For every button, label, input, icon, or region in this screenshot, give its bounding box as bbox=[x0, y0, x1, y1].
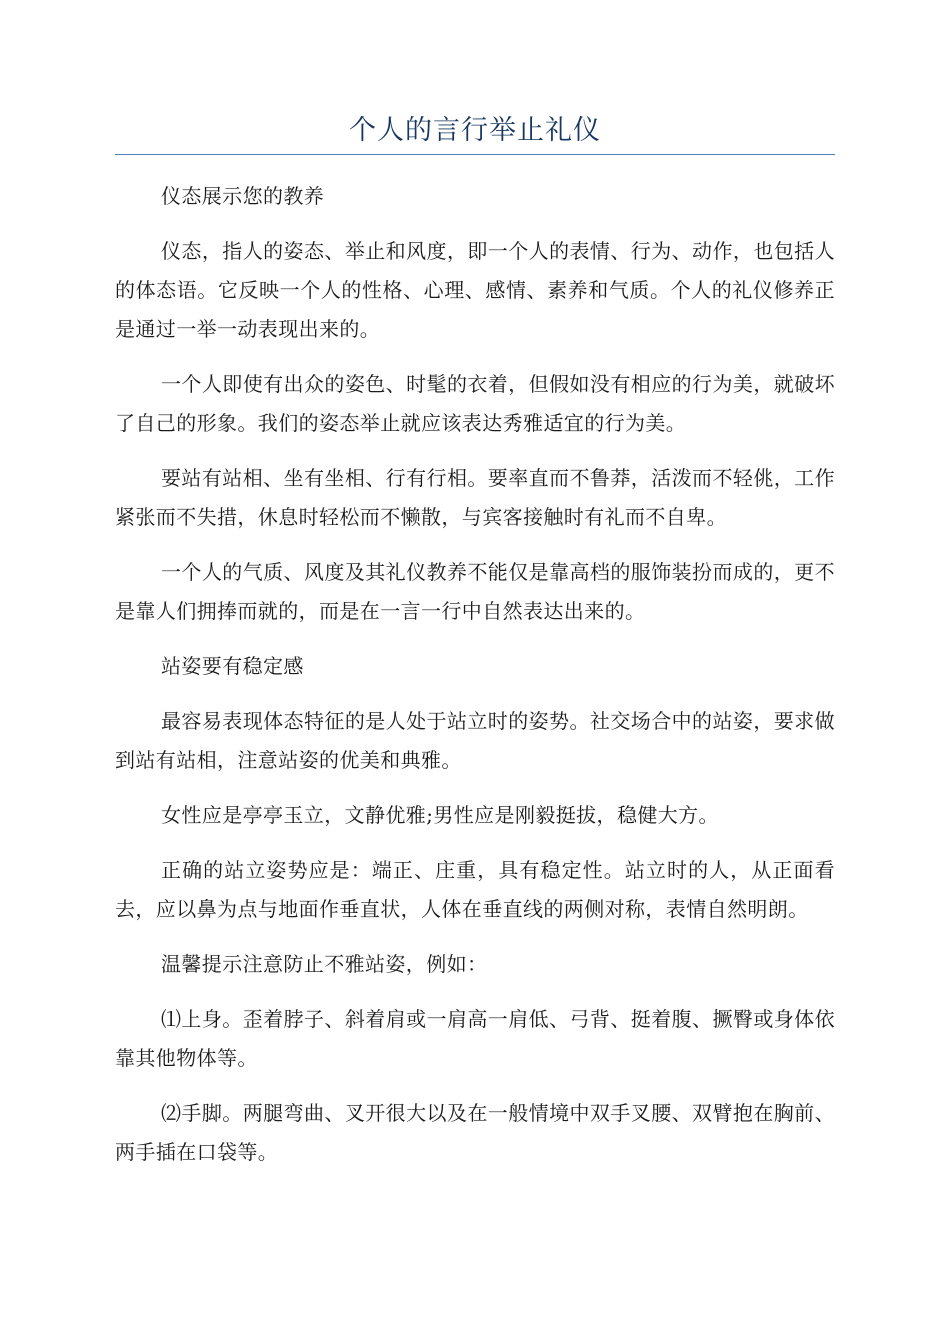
paragraph: 仪态，指人的姿态、举止和风度，即一个人的表情、行为、动作，也包括人的体态语。它反映一个人的性格、心理、感情、素养和气质。个人的礼仪修养正是通过一举一动表现出来的。 bbox=[115, 239, 835, 341]
paragraph: 正确的站立姿势应是：端正、庄重，具有稳定性。站立时的人，从正面看去，应以鼻为点与地面作垂直状，人体在垂直线的两侧对称，表情自然明朗。 bbox=[115, 858, 835, 921]
paragraph: 一个人的气质、风度及其礼仪教养不能仅是靠高档的服饰装扮而成的，更不是靠人们拥捧而就的，而是在一言一行中自然表达出来的。 bbox=[115, 560, 835, 623]
tip-heading: 温馨提示注意防止不雅站姿，例如： bbox=[161, 952, 488, 976]
paragraph: 女性应是亭亭玉立，文静优雅;男性应是刚毅挺拔，稳健大方。 bbox=[161, 803, 719, 827]
paragraph: 一个人即使有出众的姿色、时髦的衣着，但假如没有相应的行为美，就破坏了自己的形象。我们的姿态举止就应该表达秀雅适宜的行为美。 bbox=[115, 372, 835, 435]
section-heading-standing: 站姿要有稳定感 bbox=[161, 654, 304, 678]
list-item-upper-body: ⑴上身。歪着脖子、斜着肩或一肩高一肩低、弓背、挺着腹、撅臀或身体依靠其他物体等。 bbox=[115, 1007, 835, 1070]
paragraph: 要站有站相、坐有坐相、行有行相。要率直而不鲁莽，活泼而不轻佻，工作紧张而不失措，休息时轻松而不懒散，与宾客接触时有礼而不自卑。 bbox=[115, 466, 835, 529]
paragraph: 最容易表现体态特征的是人处于站立时的姿势。社交场合中的站姿，要求做到站有站相，注意站姿的优美和典雅。 bbox=[115, 709, 835, 772]
title-underline bbox=[115, 154, 835, 155]
document-body bbox=[115, 177, 835, 1172]
page-title: 个人的言行举止礼仪 bbox=[349, 115, 601, 146]
document-page bbox=[115, 0, 835, 1188]
list-item-hands-feet: ⑵手脚。两腿弯曲、叉开很大以及在一般情境中双手叉腰、双臂抱在胸前、两手插在口袋等。 bbox=[115, 1101, 835, 1164]
section-heading-demeanor: 仪态展示您的教养 bbox=[161, 184, 325, 208]
